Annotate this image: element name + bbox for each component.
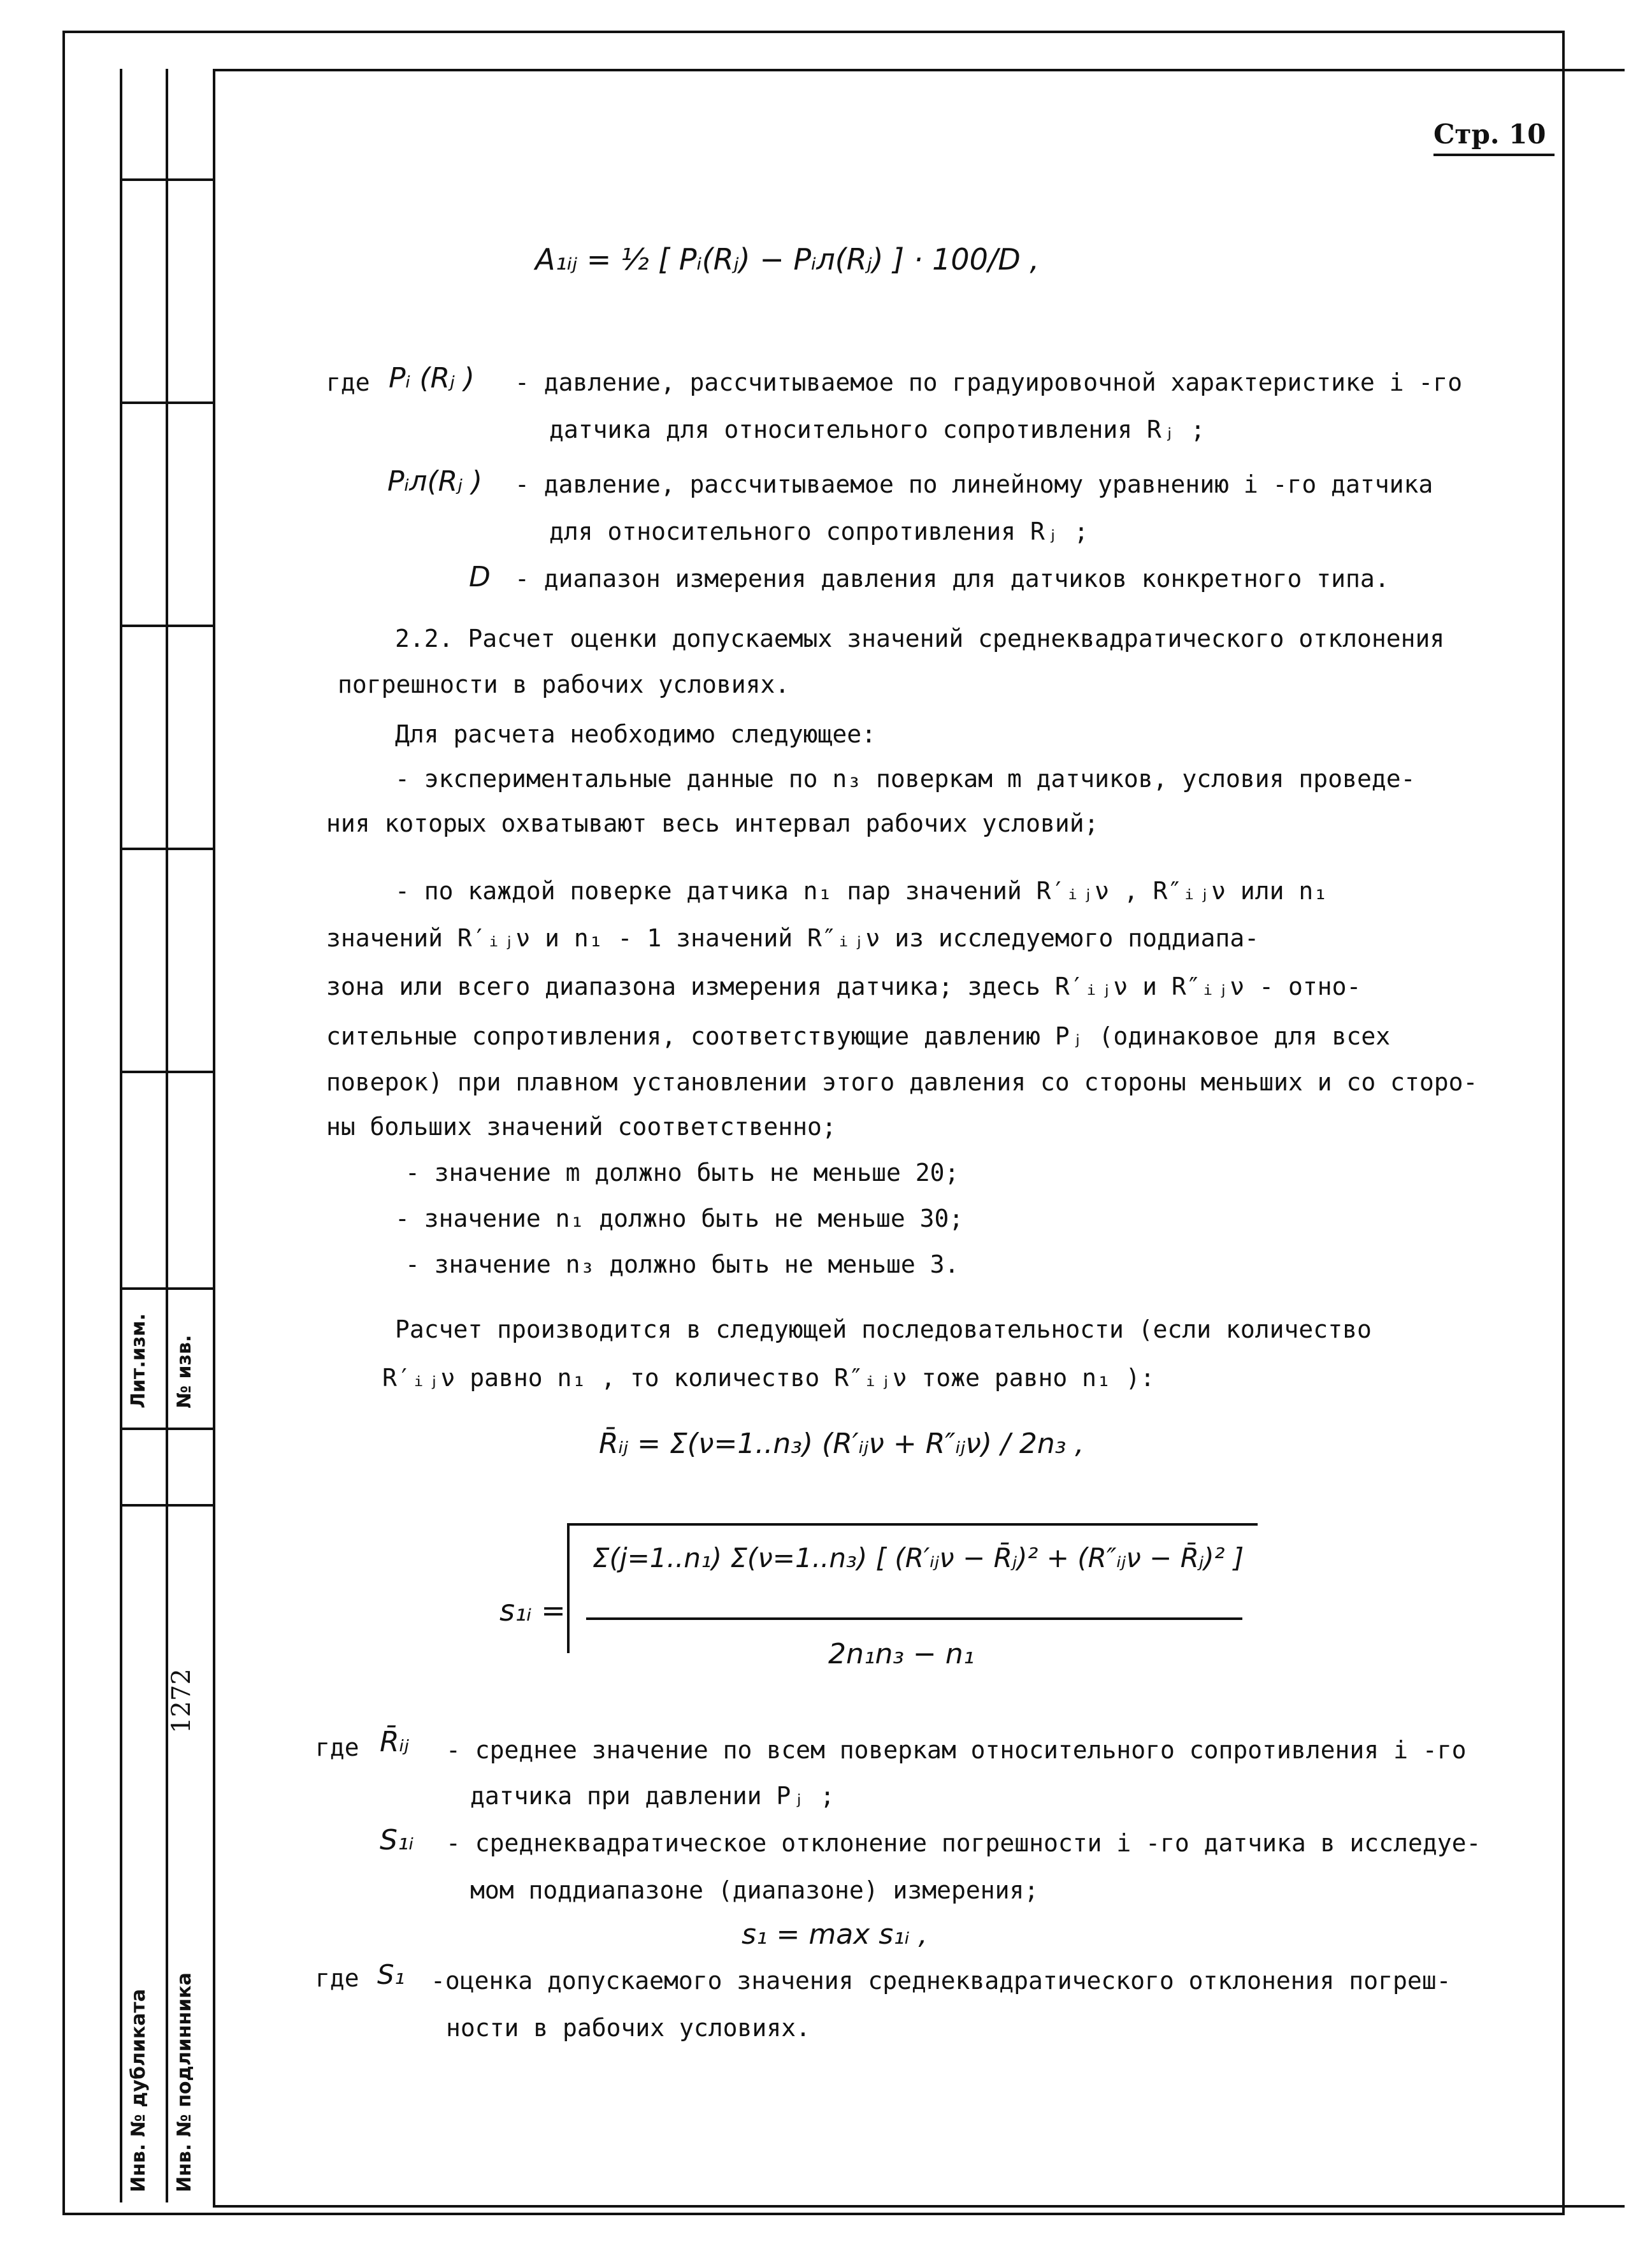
stamp-column-line bbox=[120, 69, 122, 2202]
s1-symbol: S₁ bbox=[377, 1959, 405, 1990]
stamp-row-line bbox=[120, 1428, 213, 1430]
bullet3: - значение m должно быть не меньше 20; bbox=[405, 1159, 959, 1187]
stamp-row-line bbox=[120, 178, 213, 181]
stamp-strip bbox=[120, 69, 213, 2202]
page-number: Стр. 10 bbox=[1433, 119, 1555, 156]
section-heading-line1: 2.2. Расчет оценки допускаемых значений среднеквадратического отклонения bbox=[395, 625, 1445, 653]
pl-symbol: Pᵢл(Rⱼ ) bbox=[387, 465, 483, 498]
where-label-2: где bbox=[315, 1733, 359, 1761]
calc-line1: Расчет производится в следующей последовательности (если количество bbox=[395, 1315, 1372, 1343]
bullet2-line5: поверок) при плавном установлении этого давления со стороны меньших и со сторо- bbox=[326, 1068, 1478, 1096]
rbar-symbol: R̄ᵢⱼ bbox=[380, 1726, 410, 1758]
bullet2-line2: значений R′ᵢⱼν и n₁ - 1 значений R″ᵢⱼν из исследуемого поддиапа- bbox=[326, 924, 1260, 952]
stamp-row-line bbox=[120, 401, 213, 404]
s1i-symbol: S₁ᵢ bbox=[380, 1824, 414, 1856]
pl-def-line2: для относительного сопротивления Rⱼ ; bbox=[549, 517, 1089, 546]
bullet2-line6: ны больших значений соответственно; bbox=[326, 1113, 837, 1141]
formula-rbar: R̄ᵢⱼ = Σ(ν=1..n₃) (R′ᵢⱼν + R″ᵢⱼν) / 2n₃ , bbox=[599, 1428, 1084, 1460]
bullet5: - значение n₃ должно быть не меньше 3. bbox=[405, 1250, 959, 1278]
no-izv-label: № изв. bbox=[173, 1334, 196, 1408]
inv-dublikata-label: Инв. № дубликата bbox=[127, 1988, 150, 2192]
bullet4: - значение n₁ должно быть не меньше 30; bbox=[395, 1204, 964, 1233]
rbar-def-line1: - среднее значение по всем поверкам относительного сопротивления i -го bbox=[446, 1736, 1467, 1764]
formula-s1: s₁ = max s₁ᵢ , bbox=[742, 1918, 928, 1951]
s1i-def-line2: мом поддиапазоне (диапазоне) измерения; bbox=[470, 1876, 1039, 1904]
stamp-row-line bbox=[120, 848, 213, 850]
bullet2-line1: - по каждой поверке датчика n₁ пар значений R′ᵢⱼν , R″ᵢⱼν или n₁ bbox=[395, 877, 1328, 905]
formula-s1i-numerator: Σ(j=1..n₁) Σ(ν=1..n₃) [ (R′ᵢⱼν − R̄ⱼ)² + (R″ᵢⱼν − R̄ⱼ)² ] bbox=[593, 1542, 1244, 1573]
stamp-column-line bbox=[166, 69, 168, 2202]
stamp-row-line bbox=[120, 1071, 213, 1073]
inv-podlinnika-label: Инв. № подлинника bbox=[173, 1972, 196, 2192]
s1-def-line1: -оценка допускаемого значения среднеквадратического отклонения погреш- bbox=[431, 1967, 1451, 1995]
rbar-def-line2: датчика при давлении Pⱼ ; bbox=[470, 1782, 835, 1810]
stamp-row-line bbox=[120, 1504, 213, 1507]
s1i-def-line1: - среднеквадратическое отклонение погрешности i -го датчика в исследуе- bbox=[446, 1829, 1481, 1857]
stamp-row-line bbox=[120, 1287, 213, 1290]
lit-izm-label: Лит.изм. bbox=[127, 1313, 150, 1408]
where-label: где bbox=[326, 368, 370, 396]
where-label-3: где bbox=[315, 1964, 359, 1992]
section-heading-line2: погрешности в рабочих условиях. bbox=[338, 670, 790, 698]
stamp-row-line bbox=[120, 625, 213, 627]
p-def-line2: датчика для относительного сопротивления Rⱼ ; bbox=[549, 416, 1205, 444]
bullet1-line1: - экспериментальные данные по n₃ поверкам m датчиков, условия проведе- bbox=[395, 765, 1416, 793]
pl-def-line1: - давление, рассчитываемое по линейному уравнению i -го датчика bbox=[515, 470, 1433, 498]
fraction-bar bbox=[586, 1617, 1242, 1620]
p-symbol: Pᵢ (Rⱼ ) bbox=[389, 362, 475, 394]
need-line: Для расчета необходимо следующее: bbox=[395, 720, 876, 748]
d-def-line: - диапазон измерения давления для датчиков конкретного типа. bbox=[515, 565, 1390, 593]
formula-a1ij: A₁ᵢⱼ = ½ [ Pᵢ(Rⱼ) − Pᵢл(Rⱼ) ] · 100/D , bbox=[535, 242, 1040, 277]
d-symbol: D bbox=[469, 561, 491, 593]
s1-def-line2: ности в рабочих условиях. bbox=[446, 2014, 810, 2042]
p-def-line1: - давление, рассчитываемое по градуировочной характеристике i -го bbox=[515, 368, 1463, 396]
formula-s1i-denominator: 2n₁n₃ − n₁ bbox=[828, 1638, 975, 1670]
formula-s1i-lhs: s₁ᵢ = bbox=[499, 1593, 566, 1628]
calc-line2: R′ᵢⱼν равно n₁ , то количество R″ᵢⱼν тоже равно n₁ ): bbox=[382, 1364, 1155, 1392]
bullet2-line4: сительные сопротивления, соответствующие давлению Pⱼ (одинаковое для всех bbox=[326, 1022, 1391, 1050]
bullet2-line3: зона или всего диапазона измерения датчика; здесь R′ᵢⱼν и R″ᵢⱼν - отно- bbox=[326, 973, 1361, 1001]
bullet1-line2: ния которых охватывают весь интервал рабочих условий; bbox=[326, 809, 1099, 837]
inv-number: 1272 bbox=[167, 1668, 196, 1733]
